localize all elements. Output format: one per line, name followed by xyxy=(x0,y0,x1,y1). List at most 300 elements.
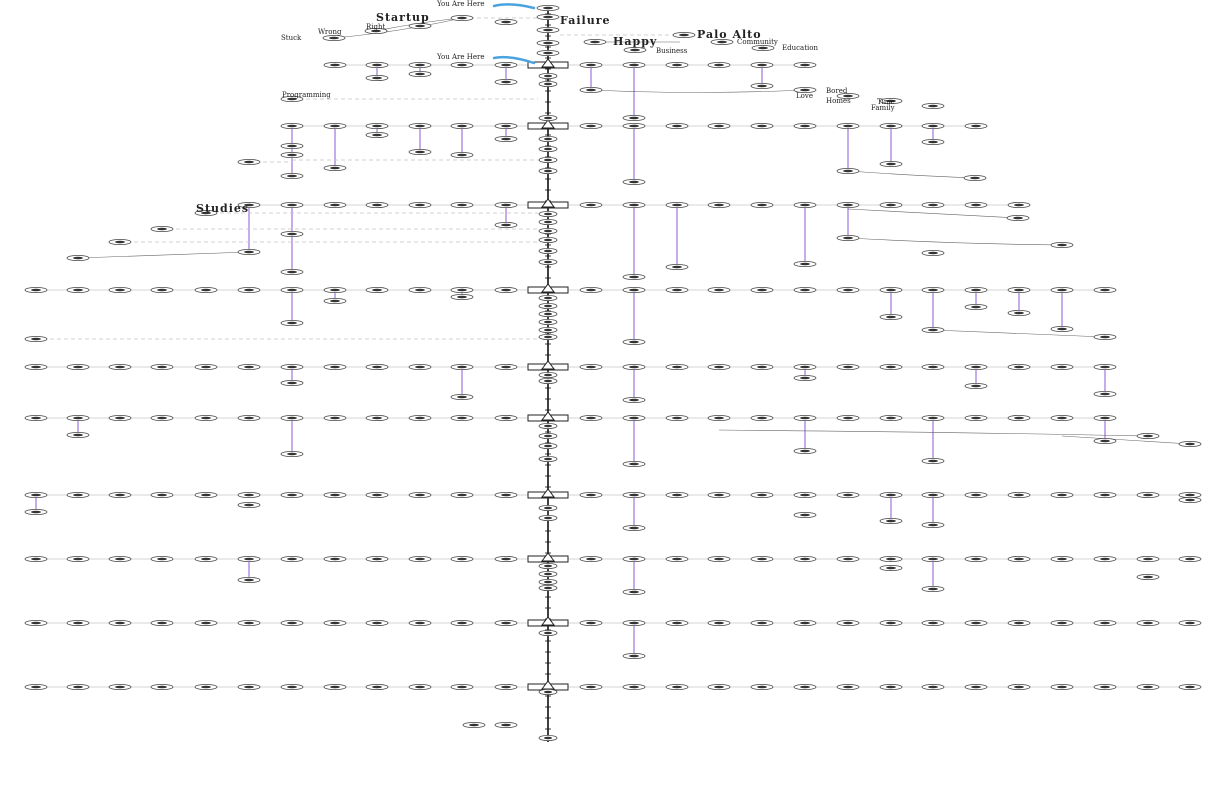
choice-node-glyph xyxy=(157,228,167,231)
choice-node-glyph xyxy=(672,289,682,292)
choice-node-glyph xyxy=(672,494,682,497)
choice-node-glyph xyxy=(501,366,511,369)
choice-node-glyph xyxy=(244,251,254,254)
choice-node-glyph xyxy=(757,417,767,420)
choice-node-glyph xyxy=(928,460,938,463)
choice-node-glyph xyxy=(843,237,853,240)
choice-node-glyph xyxy=(330,300,340,303)
family-label: Family xyxy=(871,104,895,112)
choice-node-glyph xyxy=(544,313,552,316)
choice-node-glyph xyxy=(244,579,254,582)
choice-node-glyph xyxy=(201,622,211,625)
choice-node-glyph xyxy=(244,494,254,497)
choice-node-glyph xyxy=(244,622,254,625)
choice-node-glyph xyxy=(415,151,425,154)
choice-node-glyph xyxy=(629,527,639,530)
right-label: Right xyxy=(366,23,386,31)
business-label: Business xyxy=(656,47,688,55)
choice-node-glyph xyxy=(31,686,41,689)
choice-node-glyph xyxy=(1014,366,1024,369)
time-label: Time xyxy=(877,98,895,106)
choice-node-glyph xyxy=(679,34,689,37)
choice-node-glyph xyxy=(543,7,553,10)
choice-node-glyph xyxy=(287,382,297,385)
choice-node-glyph xyxy=(330,686,340,689)
choice-node-glyph xyxy=(115,622,125,625)
choice-node-glyph xyxy=(800,64,810,67)
choice-node-glyph xyxy=(544,581,552,584)
choice-node-glyph xyxy=(544,159,552,162)
choice-node-glyph xyxy=(457,289,467,292)
choice-node-glyph xyxy=(287,417,297,420)
choice-node-glyph xyxy=(1057,622,1067,625)
choice-node-glyph xyxy=(586,417,596,420)
choice-node-glyph xyxy=(1014,558,1024,561)
choice-node-glyph xyxy=(928,289,938,292)
choice-node-glyph xyxy=(586,289,596,292)
choice-node-glyph xyxy=(330,417,340,420)
choice-node-glyph xyxy=(115,366,125,369)
choice-node-glyph xyxy=(330,289,340,292)
wrong-label: Wrong xyxy=(318,28,342,36)
choice-node-glyph xyxy=(586,558,596,561)
choice-node-glyph xyxy=(843,204,853,207)
curved-link xyxy=(848,238,1062,245)
choice-node-glyph xyxy=(31,417,41,420)
choice-node-glyph xyxy=(629,622,639,625)
choice-node-glyph xyxy=(457,366,467,369)
choice-node-glyph xyxy=(544,75,552,78)
choice-node-glyph xyxy=(971,385,981,388)
choice-node-glyph xyxy=(714,289,724,292)
choice-node-glyph xyxy=(372,64,382,67)
choice-node-glyph xyxy=(886,558,896,561)
failure-label: Failure xyxy=(560,14,611,27)
you-are-here-marker-second xyxy=(494,57,534,63)
choice-node-glyph xyxy=(544,336,552,339)
choice-node-glyph xyxy=(886,289,896,292)
choice-node-glyph xyxy=(1014,204,1024,207)
choice-node-glyph xyxy=(415,204,425,207)
choice-node-glyph xyxy=(115,494,125,497)
choice-node-glyph xyxy=(415,417,425,420)
choice-node-glyph xyxy=(287,494,297,497)
choice-node-glyph xyxy=(971,366,981,369)
curved-link xyxy=(933,330,1105,337)
choice-node-glyph xyxy=(287,233,297,236)
choice-node-glyph xyxy=(757,686,767,689)
choice-node-glyph xyxy=(1143,622,1153,625)
choice-node-glyph xyxy=(1100,393,1110,396)
choice-node-glyph xyxy=(544,573,552,576)
choice-node-glyph xyxy=(244,161,254,164)
choice-node-glyph xyxy=(544,221,552,224)
choice-node-glyph xyxy=(501,494,511,497)
choice-node-glyph xyxy=(1185,622,1195,625)
choice-node-glyph xyxy=(629,341,639,344)
choice-node-glyph xyxy=(886,125,896,128)
node-rows xyxy=(26,65,1200,687)
choice-node-glyph xyxy=(928,622,938,625)
choice-node-glyph xyxy=(1185,494,1195,497)
choice-node-glyph xyxy=(501,81,511,84)
choice-node-glyph xyxy=(672,204,682,207)
choice-node-glyph xyxy=(543,52,553,55)
choice-node-glyph xyxy=(672,64,682,67)
choice-node-glyph xyxy=(330,622,340,625)
choice-node-glyph xyxy=(928,417,938,420)
choice-node-glyph xyxy=(1100,417,1110,420)
choice-node-glyph xyxy=(1185,686,1195,689)
choice-node-glyph xyxy=(544,213,552,216)
choice-node-glyph xyxy=(800,89,810,92)
choice-node-glyph xyxy=(330,125,340,128)
choice-node-glyph xyxy=(672,622,682,625)
choice-node-glyph xyxy=(115,686,125,689)
choice-node-glyph xyxy=(73,289,83,292)
choice-node-glyph xyxy=(31,511,41,514)
choice-node-glyph xyxy=(714,494,724,497)
choice-node-glyph xyxy=(714,366,724,369)
choice-node-glyph xyxy=(928,125,938,128)
choice-node-glyph xyxy=(672,417,682,420)
choice-node-glyph xyxy=(544,565,552,568)
choice-node-glyph xyxy=(415,25,425,28)
choice-node-glyph xyxy=(971,417,981,420)
choice-node-glyph xyxy=(1014,289,1024,292)
choice-node-glyph xyxy=(757,558,767,561)
choice-node-glyph xyxy=(629,117,639,120)
choice-node-glyph xyxy=(886,163,896,166)
choice-node-glyph xyxy=(630,49,640,52)
choice-node-glyph xyxy=(244,417,254,420)
choice-node-glyph xyxy=(757,85,767,88)
choice-node-glyph xyxy=(244,504,254,507)
choice-node-glyph xyxy=(115,417,125,420)
choice-node-glyph xyxy=(1143,558,1153,561)
choice-node-glyph xyxy=(1014,312,1024,315)
choice-node-glyph xyxy=(501,622,511,625)
choice-node-glyph xyxy=(928,141,938,144)
choice-node-glyph xyxy=(544,737,552,740)
choice-node-glyph xyxy=(501,417,511,420)
choice-node-glyph xyxy=(31,366,41,369)
choice-node-glyph xyxy=(714,417,724,420)
choice-node-glyph xyxy=(971,558,981,561)
choice-node-glyph xyxy=(1057,328,1067,331)
choice-node-glyph xyxy=(971,204,981,207)
choice-node-glyph xyxy=(544,230,552,233)
choice-node-glyph xyxy=(415,125,425,128)
choice-node-glyph xyxy=(714,204,724,207)
choice-node-glyph xyxy=(544,374,552,377)
you-are-here-label-top: You Are Here xyxy=(437,0,485,8)
choice-node-glyph xyxy=(544,148,552,151)
curved-link xyxy=(78,252,249,258)
stuck-label: Stuck xyxy=(281,34,302,42)
choice-node-glyph xyxy=(544,425,552,428)
choice-node-glyph xyxy=(287,686,297,689)
choice-node-glyph xyxy=(372,289,382,292)
choice-node-glyph xyxy=(928,558,938,561)
choice-node-glyph xyxy=(1100,336,1110,339)
choice-node-glyph xyxy=(544,305,552,308)
choice-node-glyph xyxy=(629,558,639,561)
choice-node-glyph xyxy=(586,686,596,689)
choice-node-glyph xyxy=(971,289,981,292)
choice-node-glyph xyxy=(73,558,83,561)
choice-node-glyph xyxy=(457,296,467,299)
choice-node-glyph xyxy=(800,289,810,292)
choice-node-glyph xyxy=(501,224,511,227)
choice-node-glyph xyxy=(457,204,467,207)
choice-node-glyph xyxy=(415,289,425,292)
choice-node-glyph xyxy=(886,520,896,523)
choice-node-glyph xyxy=(757,64,767,67)
choice-node-glyph xyxy=(544,170,552,173)
choice-node-glyph xyxy=(1100,440,1110,443)
choice-node-glyph xyxy=(501,138,511,141)
curved-link xyxy=(1062,436,1190,444)
choice-node-glyph xyxy=(1100,289,1110,292)
choice-node-glyph xyxy=(544,445,552,448)
programming-label: Programming xyxy=(282,91,331,99)
choice-node-glyph xyxy=(717,41,727,44)
choice-node-glyph xyxy=(544,321,552,324)
choice-node-glyph xyxy=(928,588,938,591)
choice-node-glyph xyxy=(843,417,853,420)
choice-node-glyph xyxy=(115,558,125,561)
choice-node-glyph xyxy=(1100,558,1110,561)
choice-node-glyph xyxy=(971,494,981,497)
choice-node-glyph xyxy=(590,41,600,44)
choice-node-glyph xyxy=(73,494,83,497)
choice-node-glyph xyxy=(73,686,83,689)
choice-node-glyph xyxy=(629,417,639,420)
choice-node-glyph xyxy=(843,125,853,128)
choice-node-glyph xyxy=(372,622,382,625)
choice-node-glyph xyxy=(1057,366,1067,369)
choice-node-glyph xyxy=(886,622,896,625)
choice-node-glyph xyxy=(501,558,511,561)
choice-node-glyph xyxy=(544,435,552,438)
curved-link xyxy=(848,209,1018,218)
choice-node-glyph xyxy=(800,377,810,380)
choice-node-glyph xyxy=(672,366,682,369)
choice-node-glyph xyxy=(330,167,340,170)
choice-node-glyph xyxy=(244,558,254,561)
love-label: Love xyxy=(796,92,813,100)
choice-node-glyph xyxy=(31,494,41,497)
choice-node-glyph xyxy=(1014,686,1024,689)
choice-node-glyph xyxy=(157,417,167,420)
choice-node-glyph xyxy=(757,622,767,625)
choice-node-glyph xyxy=(31,289,41,292)
choice-node-glyph xyxy=(544,458,552,461)
choice-node-glyph xyxy=(244,289,254,292)
choice-node-glyph xyxy=(31,338,41,341)
choice-node-glyph xyxy=(1100,366,1110,369)
choice-node-glyph xyxy=(457,494,467,497)
choice-node-glyph xyxy=(1057,494,1067,497)
choice-node-glyph xyxy=(201,494,211,497)
choice-node-glyph xyxy=(543,16,553,19)
choice-node-glyph xyxy=(1014,494,1024,497)
choice-node-glyph xyxy=(886,204,896,207)
choice-node-glyph xyxy=(457,622,467,625)
choice-node-glyph xyxy=(843,494,853,497)
choice-node-glyph xyxy=(544,261,552,264)
startup-label: Startup xyxy=(376,11,430,24)
choice-node-glyph xyxy=(287,145,297,148)
choice-node-glyph xyxy=(970,177,980,180)
choice-node-glyph xyxy=(886,494,896,497)
choice-node-glyph xyxy=(800,514,810,517)
choice-node-glyph xyxy=(757,494,767,497)
choice-node-glyph xyxy=(201,686,211,689)
choice-node-glyph xyxy=(544,250,552,253)
curved-link xyxy=(591,90,805,93)
choice-node-glyph xyxy=(544,239,552,242)
choice-node-glyph xyxy=(800,558,810,561)
choice-node-glyph xyxy=(329,37,339,40)
choice-node-glyph xyxy=(1057,686,1067,689)
choice-node-glyph xyxy=(244,686,254,689)
choice-node-glyph xyxy=(1185,558,1195,561)
you-are-here-marker-top xyxy=(494,4,534,8)
choice-node-glyph xyxy=(543,42,553,45)
studies-label: Studies xyxy=(196,202,250,215)
choice-node-glyph xyxy=(800,204,810,207)
choice-node-glyph xyxy=(928,494,938,497)
choice-node-glyph xyxy=(544,380,552,383)
choice-node-glyph xyxy=(330,366,340,369)
choice-node-glyph xyxy=(287,289,297,292)
choice-node-glyph xyxy=(971,125,981,128)
choice-node-glyph xyxy=(372,686,382,689)
choice-node-glyph xyxy=(287,125,297,128)
choice-node-glyph xyxy=(457,558,467,561)
choice-node-glyph xyxy=(629,289,639,292)
choice-node-glyph xyxy=(843,558,853,561)
choice-node-glyph xyxy=(544,83,552,86)
choice-node-glyph xyxy=(714,125,724,128)
choice-node-glyph xyxy=(201,289,211,292)
choice-node-glyph xyxy=(629,494,639,497)
choice-node-glyph xyxy=(287,322,297,325)
choice-node-glyph xyxy=(544,329,552,332)
choice-node-glyph xyxy=(586,64,596,67)
node-markers xyxy=(25,5,1201,740)
choice-node-glyph xyxy=(415,558,425,561)
choice-node-glyph xyxy=(73,257,83,260)
choice-node-glyph xyxy=(1057,289,1067,292)
choice-node-glyph xyxy=(544,517,552,520)
choice-node-glyph xyxy=(1100,494,1110,497)
choice-node-glyph xyxy=(586,125,596,128)
choice-node-glyph xyxy=(800,450,810,453)
choice-node-glyph xyxy=(629,686,639,689)
bored-label: Bored xyxy=(826,87,848,95)
choice-node-glyph xyxy=(501,64,511,67)
choice-node-glyph xyxy=(1143,494,1153,497)
choice-node-glyph xyxy=(586,622,596,625)
choice-node-glyph xyxy=(1143,576,1153,579)
choice-node-glyph xyxy=(372,77,382,80)
choice-node-glyph xyxy=(372,417,382,420)
choice-node-glyph xyxy=(928,252,938,255)
choice-node-glyph xyxy=(544,507,552,510)
choice-node-glyph xyxy=(1057,417,1067,420)
happy-label: Happy xyxy=(613,35,658,48)
choice-node-glyph xyxy=(629,276,639,279)
choice-node-glyph xyxy=(757,289,767,292)
choice-node-glyph xyxy=(115,289,125,292)
choice-node-glyph xyxy=(757,366,767,369)
choice-node-glyph xyxy=(544,138,552,141)
choice-node-glyph xyxy=(543,29,553,32)
education-label: Education xyxy=(782,44,818,52)
choice-node-glyph xyxy=(544,691,552,694)
choice-node-glyph xyxy=(330,204,340,207)
choice-node-glyph xyxy=(415,622,425,625)
choice-node-glyph xyxy=(544,632,552,635)
choice-node-glyph xyxy=(714,622,724,625)
choice-node-glyph xyxy=(971,686,981,689)
choice-node-glyph xyxy=(586,89,596,92)
choice-node-glyph xyxy=(971,622,981,625)
palo-alto-label: Palo Alto xyxy=(697,28,762,41)
choice-node-glyph xyxy=(1100,686,1110,689)
choice-node-glyph xyxy=(501,204,511,207)
choice-node-glyph xyxy=(415,494,425,497)
choice-node-glyph xyxy=(157,558,167,561)
choice-node-glyph xyxy=(672,686,682,689)
choice-node-glyph xyxy=(287,366,297,369)
choice-node-glyph xyxy=(1057,558,1067,561)
choice-node-glyph xyxy=(629,204,639,207)
choice-node-glyph xyxy=(800,366,810,369)
choice-node-glyph xyxy=(629,655,639,658)
choice-node-glyph xyxy=(457,154,467,157)
choice-node-glyph xyxy=(457,686,467,689)
choice-node-glyph xyxy=(287,175,297,178)
community-label: Community xyxy=(737,38,778,46)
choice-node-glyph xyxy=(31,622,41,625)
choice-node-glyph xyxy=(372,125,382,128)
choice-node-glyph xyxy=(157,494,167,497)
choice-node-glyph xyxy=(586,494,596,497)
choice-node-glyph xyxy=(501,289,511,292)
choice-node-glyph xyxy=(457,64,467,67)
choice-node-glyph xyxy=(457,417,467,420)
choice-node-glyph xyxy=(287,622,297,625)
choice-node-glyph xyxy=(1143,435,1153,438)
choice-node-glyph xyxy=(287,271,297,274)
choice-node-glyph xyxy=(73,434,83,437)
choice-node-glyph xyxy=(287,558,297,561)
choice-node-glyph xyxy=(843,170,853,173)
choice-node-glyph xyxy=(629,399,639,402)
choice-node-glyph xyxy=(457,396,467,399)
curved-link xyxy=(848,171,975,178)
choice-node-glyph xyxy=(372,494,382,497)
choice-node-glyph xyxy=(157,622,167,625)
choice-node-glyph xyxy=(843,622,853,625)
choice-node-glyph xyxy=(928,524,938,527)
choice-node-glyph xyxy=(800,686,810,689)
choice-node-glyph xyxy=(928,366,938,369)
